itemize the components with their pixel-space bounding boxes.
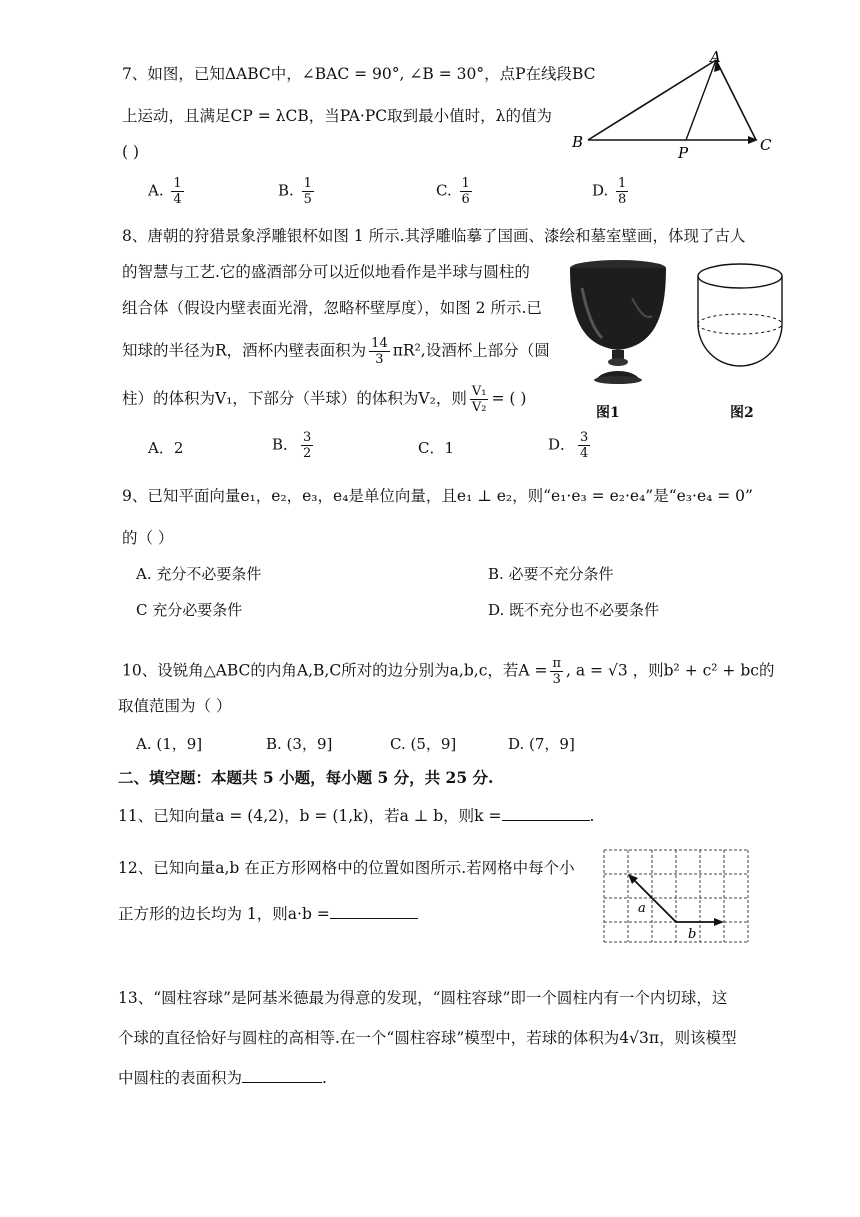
q8-line4: 知球的半径为R，酒杯内壁表面积为 $\frac{14}{3}$ πR²,设酒杯上部分（圆: [122, 336, 550, 367]
q9-line2: 的（ ）: [122, 529, 174, 547]
q8-option-d: D． $\frac{3}{4}$: [548, 430, 589, 461]
q8-option-b: B． $\frac{3}{2}$: [272, 430, 312, 461]
label-b: B: [572, 133, 584, 151]
q13-line2: 个球的直径恰好与圆柱的高相等.在一个“圆柱容球”模型中，若球的体积为4√3π，则该模型: [118, 1029, 737, 1047]
q10-option-c: C. (5，9]: [390, 735, 457, 753]
label-c: C: [760, 136, 772, 154]
q12-line2: 正方形的边长均为 1，则a·b =: [118, 904, 418, 924]
cylinder-hemisphere-figure: [690, 258, 790, 388]
fraction: $\frac{14}{3}$: [371, 336, 388, 367]
fraction: $\frac{3}{4}$: [580, 430, 589, 461]
q9-option-c: C 充分必要条件: [136, 601, 243, 619]
fraction: $\frac{\text{V₁}}{\text{V₂}}$: [471, 384, 487, 415]
vector-b-label: b: [688, 927, 697, 942]
q13-line1: 13、“圆柱容球”是阿基米德最为得意的发现，“圆柱容球”即一个圆柱内有一个内切球，这: [118, 989, 728, 1007]
vector-a-label: a: [638, 901, 646, 916]
q9-option-d: D. 既不充分也不必要条件: [488, 601, 660, 619]
q8-option-a: A．2: [148, 439, 184, 457]
q10-line1: 10、设锐角△ABC的内角A,B,C所对的边分别为a,b,c，若A = $\frac{\pi}{3}$ , a = √3 ，则b² + c² + bc的: [122, 656, 775, 687]
goblet-figure: [562, 258, 674, 388]
figure1-caption: 图1: [596, 405, 620, 421]
answer-blank: [502, 806, 590, 821]
q10-option-b: B. (3，9]: [266, 735, 333, 753]
q13-line3: 中圆柱的表面积为 .: [118, 1069, 327, 1087]
fraction: $\frac{3}{2}$: [303, 430, 312, 461]
q7-option-c: C. $\frac{1}{6}$: [436, 176, 470, 207]
q8-line1: 8、唐朝的狩猎景象浮雕银杯如图 1 所示.其浮雕临摹了国画、漆绘和墓室壁画，体现了古人: [122, 227, 746, 245]
label-p: P: [678, 144, 689, 162]
fraction: $\frac{1}{8}$: [618, 176, 627, 207]
q8-line2: 的智慧与工艺.它的盛酒部分可以近似地看作是半球与圆柱的: [122, 263, 530, 281]
q7-line1: 7、如图，已知ΔABC中，∠BAC = 90°, ∠B = 30°，点P在线段BC: [122, 65, 596, 83]
q7-option-d: D. $\frac{1}{8}$: [592, 176, 627, 207]
q8-option-c: C．1: [418, 439, 455, 457]
q7-option-a: A. $\frac{1}{4}$: [148, 176, 182, 207]
fraction: $\frac{1}{6}$: [461, 176, 470, 207]
answer-blank: [242, 1068, 322, 1083]
fraction: $\frac{1}{5}$: [303, 176, 312, 207]
q12-line1: 12、已知向量a,b 在正方形网格中的位置如图所示.若网格中每个小: [118, 859, 575, 877]
q9-option-a: A. 充分不必要条件: [136, 565, 262, 583]
q7-option-b: B. $\frac{1}{5}$: [278, 176, 312, 207]
q9-line1: 9、已知平面向量e₁，e₂，e₃，e₄是单位向量，且e₁ ⊥ e₂，则“e₁·e₃ = e₂·e₄”是“e₃·e₄ = 0”: [122, 487, 753, 505]
fraction: $\frac{\pi}{3}$: [552, 656, 562, 687]
q8-line5: 柱）的体积为V₁，下部分（半球）的体积为V₂，则 $\frac{\text{V₁}}{\text{V₂}}$ = ( ): [122, 384, 527, 415]
q10-line2: 取值范围为（ ）: [118, 697, 232, 715]
q7-line2: 上运动，且满足CP = λCB，当PA·PC取到最小值时，λ的值为: [122, 107, 552, 125]
q7-line3: ( ): [122, 143, 140, 161]
answer-blank: [330, 904, 418, 919]
q10-option-a: A. (1，9]: [136, 735, 203, 753]
vector-grid-figure: [602, 846, 750, 946]
q10-option-d: D. (7，9]: [508, 735, 575, 753]
q11-line: 11、已知向量a = (4,2)，b = (1,k)，若a ⊥ b，则k = .: [118, 807, 595, 825]
fraction: $\frac{1}{4}$: [173, 176, 182, 207]
q8-line3: 组合体（假设内壁表面光滑，忽略杯壁厚度），如图 2 所示.已: [122, 299, 542, 317]
label-a: A: [710, 50, 721, 66]
q9-option-b: B. 必要不充分条件: [488, 565, 614, 583]
triangle-figure: [568, 50, 778, 165]
figure2-caption: 图2: [730, 405, 754, 421]
section-heading: 二、填空题：本题共 5 小题，每小题 5 分，共 25 分.: [118, 768, 494, 787]
